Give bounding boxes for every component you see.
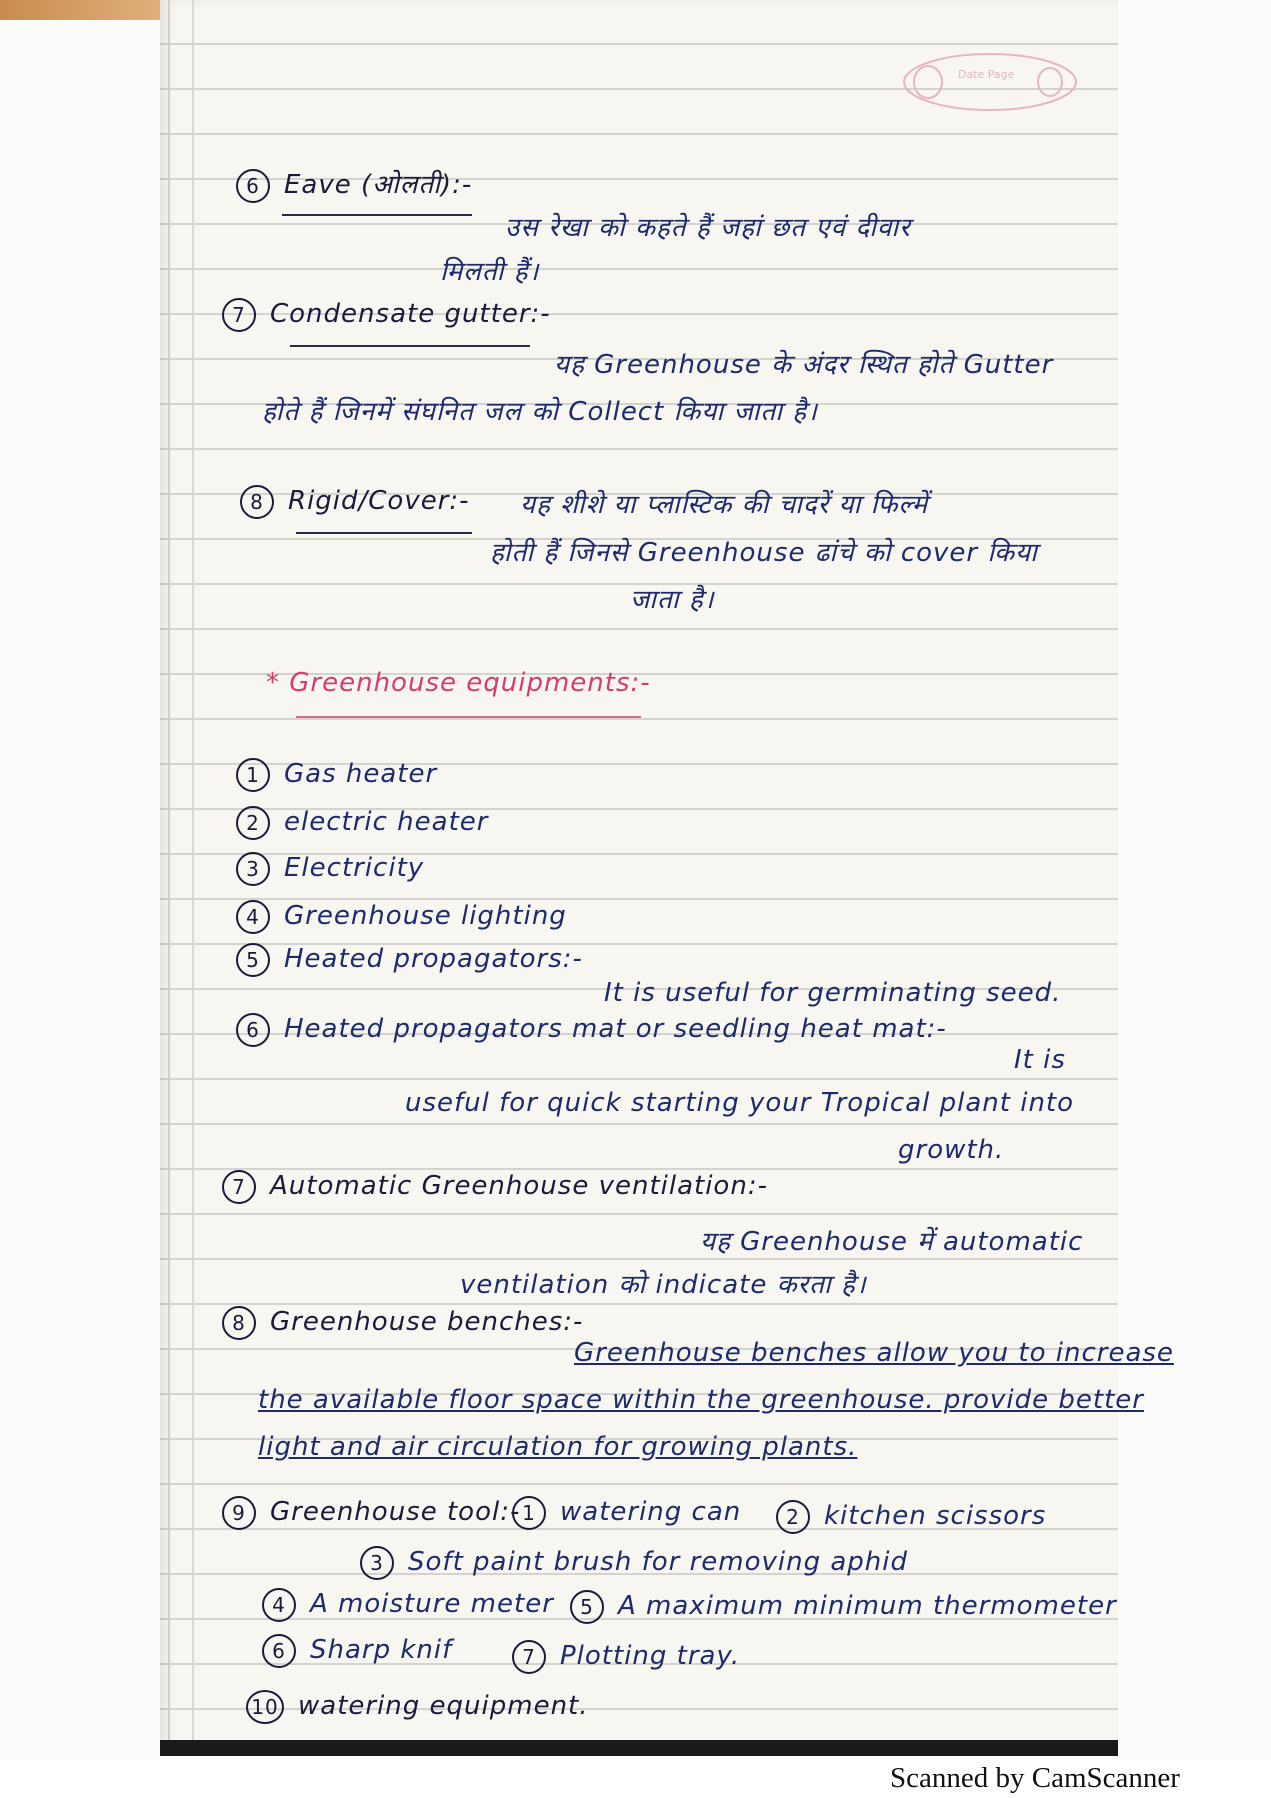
tool-item: 4 A moisture meter [262, 1588, 554, 1622]
note-7-text: यह Greenhouse के अंदर स्थित होते Gutter [554, 350, 1054, 380]
underline [290, 345, 530, 347]
equipment-item: 10 watering equipment. [246, 1690, 589, 1724]
scan-border [1118, 0, 1271, 1755]
underline [296, 532, 472, 534]
note-8-heading: 8 Rigid/Cover:- [240, 485, 470, 519]
equipment-detail: the available floor space within the greenhouse. provide better [258, 1385, 1144, 1415]
note-8-text-2: होती हैं जिनसे Greenhouse ढांचे को cover किया [490, 538, 1038, 568]
tool-item: 5 A maximum minimum thermometer [570, 1590, 1117, 1624]
equipment-detail: It is [1014, 1045, 1066, 1075]
equipment-item: 7 Automatic Greenhouse ventilation:- [222, 1170, 768, 1204]
note-6-text-2: मिलती हैं। [440, 257, 540, 287]
underline [296, 716, 641, 718]
note-7-text-2: होते हैं जिनमें संघनित जल को Collect किया जाता है। [262, 397, 818, 427]
equipment-item: 2 electric heater [236, 806, 488, 840]
equipment-detail: useful for quick starting your Tropical plant into [405, 1088, 1075, 1118]
equipment-item: 6 Heated propagators mat or seedling heat mat:- [236, 1013, 947, 1047]
equipment-detail: Greenhouse benches allow you to increase [574, 1338, 1174, 1368]
tool-item: 7 Plotting tray. [512, 1640, 740, 1674]
page-bottom-edge [160, 1740, 1118, 1756]
note-6-text: उस रेखा को कहते हैं जहां छत एवं दीवार [505, 213, 911, 243]
date-page-logo [900, 50, 1080, 114]
tool-item: 3 Soft paint brush for removing aphid [360, 1546, 908, 1580]
equipment-detail: ventilation को indicate करता है। [460, 1270, 867, 1300]
equipment-item: 4 Greenhouse lighting [236, 900, 567, 934]
equipment-item: 1 Gas heater [236, 758, 437, 792]
note-8-text-3: जाता है। [630, 585, 715, 615]
logo-text: Date Page [958, 68, 1015, 81]
underline [282, 214, 472, 216]
table-edge [0, 0, 160, 20]
page-margin [168, 0, 194, 1755]
equipment-item: 9 Greenhouse tool:- [222, 1496, 520, 1530]
equipment-item: 3 Electricity [236, 852, 424, 886]
tool-item: 6 Sharp knif [262, 1634, 452, 1668]
note-7-heading: 7 Condensate gutter:- [222, 298, 551, 332]
equipments-heading: * Greenhouse equipments:- [266, 668, 651, 698]
tool-item: 2 kitchen scissors [776, 1500, 1046, 1534]
equipment-detail: light and air circulation for growing plants. [258, 1432, 858, 1462]
equipment-item: 5 Heated propagators:- [236, 943, 583, 977]
note-6-heading: 6 Eave (ओलती):- [236, 165, 472, 203]
equipment-detail: It is useful for germinating seed. [604, 978, 1062, 1008]
equipment-item: 8 Greenhouse benches:- [222, 1306, 583, 1340]
equipment-detail: growth. [898, 1135, 1005, 1165]
scanner-credit: Scanned by CamScanner [890, 1762, 1180, 1794]
tool-item: 1 watering can [512, 1496, 741, 1530]
equipment-detail: यह Greenhouse में automatic [700, 1227, 1084, 1257]
note-8-text: यह शीशे या प्लास्टिक की चादरें या फिल्में [520, 490, 929, 520]
